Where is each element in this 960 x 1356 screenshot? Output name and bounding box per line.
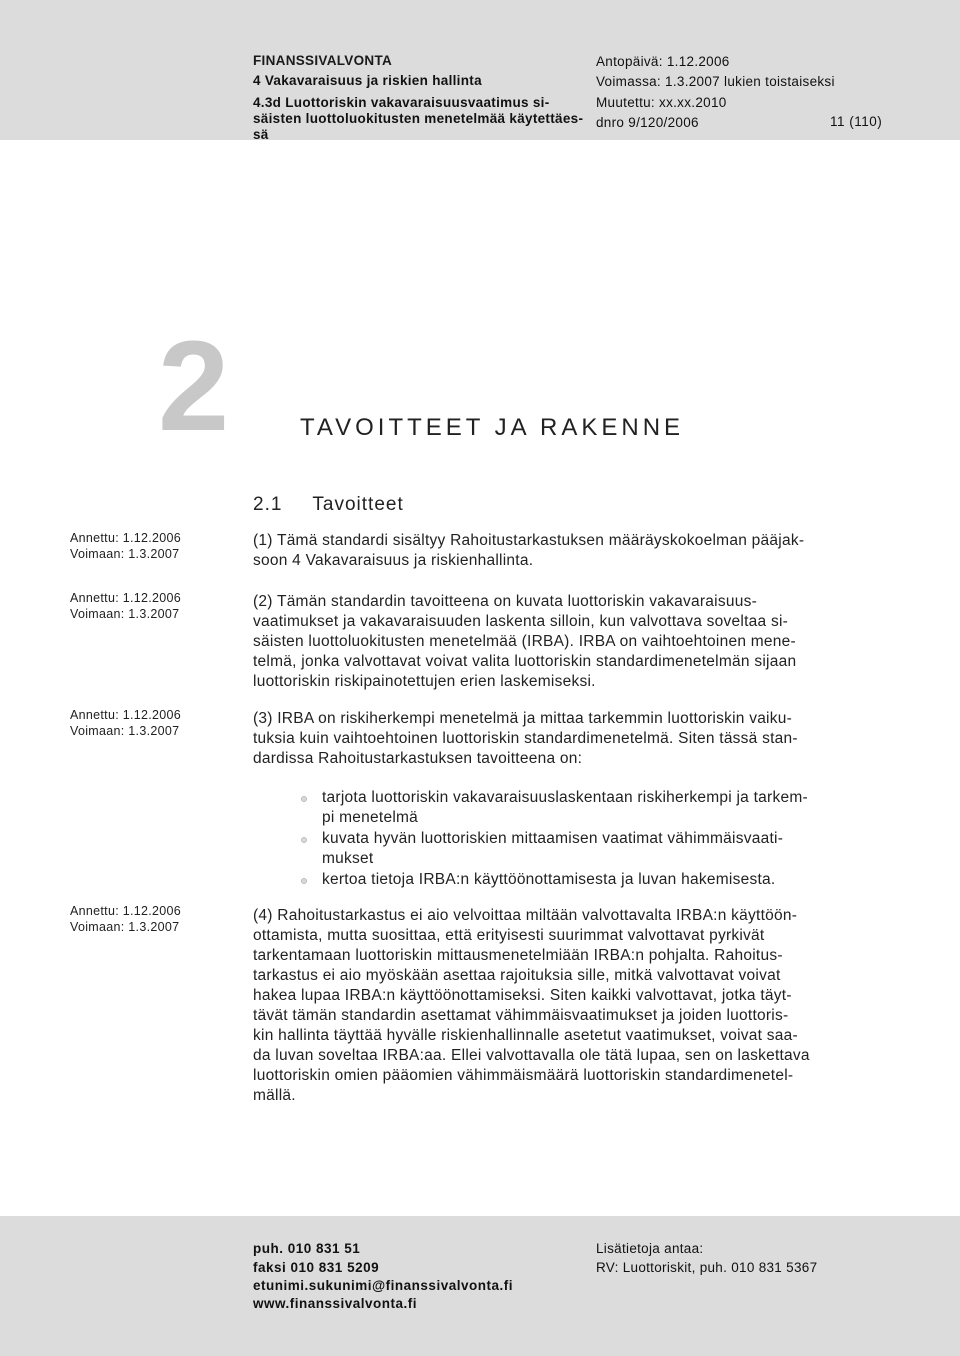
section-heading — [253, 494, 404, 516]
section-title: Tavoitteet — [312, 494, 404, 515]
page-number: 11 (110) — [830, 114, 883, 129]
margin-note-effective: Voimaan: 1.3.2007 — [70, 547, 180, 561]
margin-note-effective: Voimaan: 1.3.2007 — [70, 920, 180, 934]
list-item-text: tarjota luottoriskin vakavaraisuuslaskentaan riskiherkempi ja tarkem- pi menetelmä — [322, 789, 808, 826]
list-item — [253, 870, 903, 890]
paragraph-2: (2) Tämän standardin tavoitteena on kuvata luottoriskin vakavaraisuus- vaatimukset ja vakavaraisuuden laskenta silloin, kun valvottava soveltaa si- säisten luottoluokitusten menetelmää (IRBA). IRBA on vaihtoehtoinen mene- telmä, jonka valvottavat voivat valita luottoriskin standardimenetelmän sijaan luottoriskin riskipainotettujen erien laskemiseksi. — [253, 593, 797, 690]
chapter-number: 2 — [158, 315, 226, 458]
header-subsection-line-1: 4.3d Luottoriskin vakavaraisuusvaatimus si- — [253, 95, 550, 110]
list-item-text: kuvata hyvän luottoriskien mittaamisen vaatimat vähimmäisvaati- mukset — [322, 830, 784, 867]
bullet-icon — [301, 796, 307, 802]
margin-note-4 — [70, 903, 181, 935]
list-item — [253, 788, 903, 828]
header-section: 4 Vakavaraisuus ja riskien hallinta — [253, 73, 482, 88]
chapter-title: TAVOITTEET JA RAKENNE — [300, 414, 685, 441]
margin-note-issued: Annettu: 1.12.2006 — [70, 591, 182, 605]
footer-info-contact: RV: Luottoriskit, puh. 010 831 5367 — [596, 1260, 818, 1275]
footer-fax: faksi 010 831 5209 — [253, 1260, 380, 1275]
margin-note-1 — [70, 530, 181, 562]
header-subsection-line-3: sä — [253, 127, 269, 142]
paragraph-1: (1) Tämä standardi sisältyy Rahoitustarkastuksen määräyskokoelman pääjak- soon 4 Vakavaraisuus ja riskienhallinta. — [253, 532, 805, 569]
list-item-text: kertoa tietoja IRBA:n käyttöönottamisesta ja luvan hakemisesta. — [322, 871, 776, 888]
paragraph-3: (3) IRBA on riskiherkempi menetelmä ja mittaa tarkemmin luottoriskin vaiku- tuksia kuin vaihtoehtoinen luottoriskin standardimenetelmä. Siten tässä stan- dardissa Rahoitustarkastuksen tavoitteena on: — [253, 710, 798, 767]
bullet-icon — [301, 878, 307, 884]
amended-date: Muutettu: xx.xx.2010 — [596, 95, 727, 110]
objectives-list — [253, 788, 903, 891]
page-header — [0, 0, 960, 140]
margin-note-issued: Annettu: 1.12.2006 — [70, 708, 182, 722]
document-number: dnro 9/120/2006 — [596, 115, 699, 130]
header-subsection-line-2: säisten luottoluokitusten menetelmää käytettäes- — [253, 111, 584, 126]
margin-note-effective: Voimaan: 1.3.2007 — [70, 724, 180, 738]
footer-website[interactable]: www.finanssivalvonta.fi — [253, 1296, 418, 1311]
list-item — [253, 829, 903, 869]
footer-info-label: Lisätietoja antaa: — [596, 1241, 704, 1256]
margin-note-effective: Voimaan: 1.3.2007 — [70, 607, 180, 621]
org-name: FINANSSIVALVONTA — [253, 53, 393, 68]
page-footer — [0, 1216, 960, 1356]
paragraph-4: (4) Rahoitustarkastus ei aio velvoittaa miltään valvottavalta IRBA:n käyttöön- ottamista, mutta suosittaa, että erityisesti suurimmat valvottavat pyrkivät tarkentamaan luottoriskin mittausmenetelmiään IRBA:n pohjalta. Rahoitus- tarkastus ei aio myöskään asettaa rajoituksia sille, mitkä valvottavat voivat hakea lupaa IRBA:n käyttöönottamiseksi. Siten kaikki valvottavat, jotka täyt- tävät tämän standardin asettamat vähimmäisvaatimukset ja joiden luottoris- kin hallinta täyttää hyvälle riskienhallinnalle asetetut vaatimukset, voivat saa- da luvan soveltaa IRBA:aa. Ellei valvottavalla ole tätä lupaa, sen on laskettava luottoriskin omien pääomien vähimmäismäärä luottoriskin standardimenetel- mällä. — [253, 907, 810, 1104]
footer-email[interactable]: etunimi.sukunimi@finanssivalvonta.fi — [253, 1278, 513, 1293]
margin-note-issued: Annettu: 1.12.2006 — [70, 904, 182, 918]
margin-note-2 — [70, 590, 181, 622]
in-force-date: Voimassa: 1.3.2007 lukien toistaiseksi — [596, 74, 835, 89]
bullet-icon — [301, 837, 307, 843]
section-number: 2.1 — [253, 494, 283, 515]
issued-date: Antopäivä: 1.12.2006 — [596, 54, 730, 69]
footer-phone: puh. 010 831 51 — [253, 1241, 361, 1256]
margin-note-3 — [70, 707, 181, 739]
margin-note-issued: Annettu: 1.12.2006 — [70, 531, 182, 545]
